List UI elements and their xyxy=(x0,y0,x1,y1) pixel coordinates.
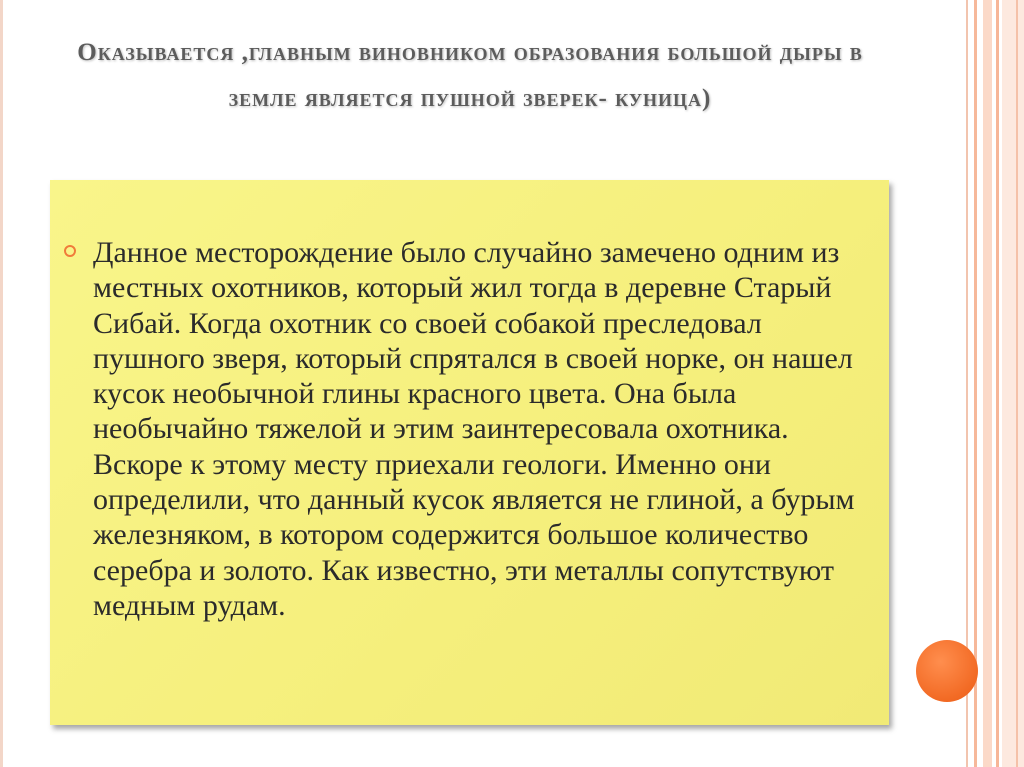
right-stripe xyxy=(1002,0,1024,767)
left-edge-decoration xyxy=(0,0,3,767)
bullet-text: Данное месторождение было случайно замечено одним из местных охотников, который жил тогда в деревне Старый Сибай. Когда охотник со своей собакой преследовал пушного зверя, который спрятался в своей норке, он нашел кусок необычной глины красного цвета. Она была необычайно тяжелой и этим заинтересовала охотника. Вскоре к этому месту приехали геологи. Именно они определили, что данный кусок является не глиной, а бурым железняком, в котором содержится большое количество серебра и золото. Как известно, эти металлы сопутствуют медным рудам. xyxy=(93,236,855,622)
orange-circle-decoration xyxy=(916,640,978,702)
content-box xyxy=(50,180,889,725)
bullet-item xyxy=(60,235,875,623)
ring-bullet-icon xyxy=(64,245,76,257)
right-stripe xyxy=(983,0,992,767)
slide-title: Оказывается ,главным виновником образования большой дыры в земле является пушной зверек- куница) xyxy=(77,39,863,112)
right-stripe xyxy=(1016,0,1018,767)
right-stripe xyxy=(974,0,977,767)
right-stripe xyxy=(996,0,999,767)
